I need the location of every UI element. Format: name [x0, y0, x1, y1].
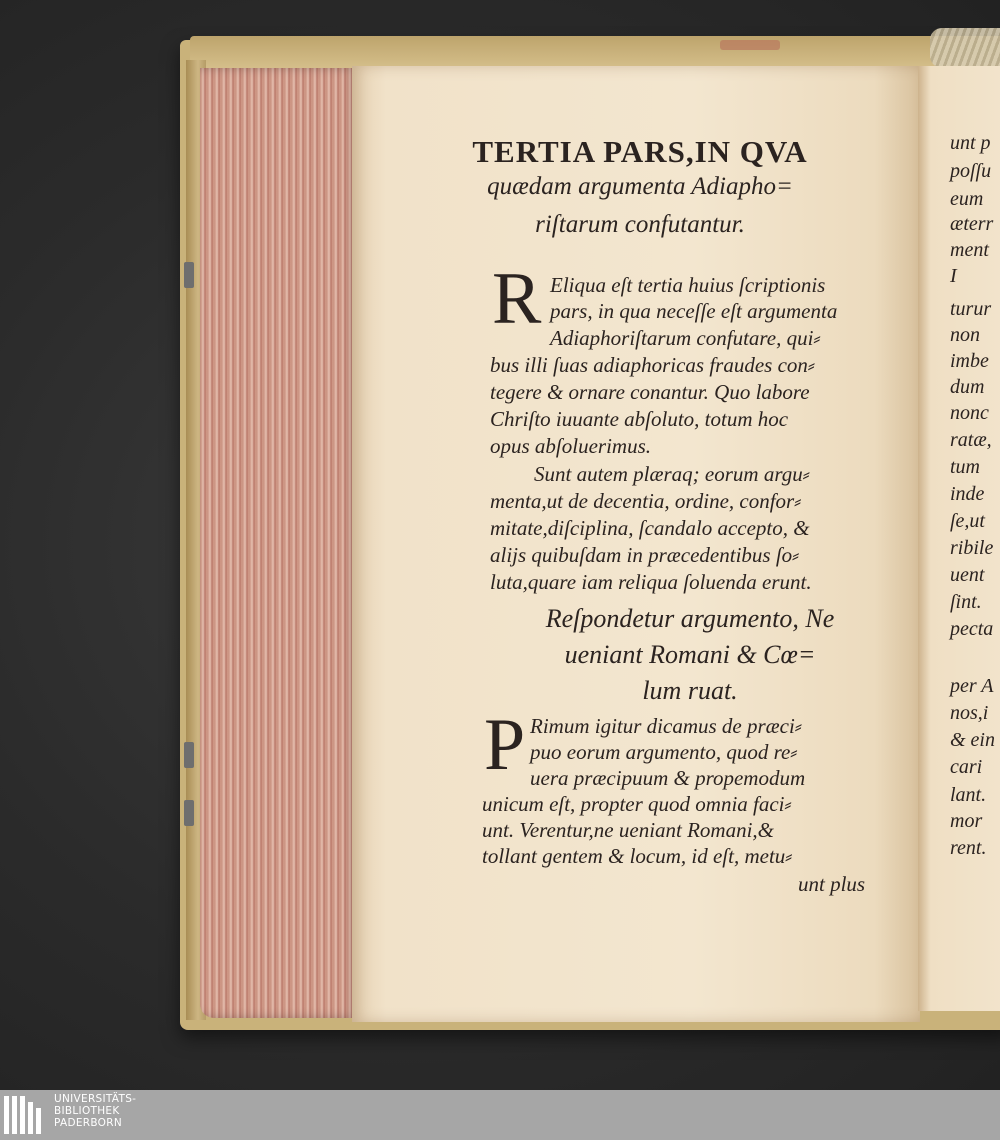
facing-text-line: ratæ, — [950, 429, 992, 451]
facing-text-line: æterr — [950, 213, 994, 235]
facing-text-line: imbe — [950, 350, 989, 372]
text-line: bus illi ſuas adiaphoricas fraudes con⸗ — [490, 353, 815, 377]
text-line: Sunt autem plæraq; eorum argu⸗ — [534, 462, 810, 486]
footer-bar — [0, 1090, 1000, 1140]
library-name-line: PADERBORN — [54, 1117, 122, 1129]
facing-text-line: turur — [950, 298, 992, 320]
text-line: tegere & ornare conantur. Quo labore — [490, 380, 810, 404]
facing-text-line: inde — [950, 483, 985, 505]
facing-text-line: per A — [950, 675, 994, 697]
binding-clip — [184, 742, 194, 768]
drop-cap: R — [492, 258, 542, 340]
text-line: tollant gentem & locum, id eſt, metu⸗ — [482, 844, 793, 868]
library-name-line: BIBLIOTHEK — [54, 1105, 120, 1117]
sub-heading-line-2: ueniant Romani & Cœ= — [564, 640, 816, 669]
binding-clip — [184, 800, 194, 826]
catchword: unt plus — [798, 872, 866, 896]
university-library-logo-icon — [4, 1096, 44, 1134]
facing-text-line: eum — [950, 188, 984, 210]
sub-heading-line-3: lum ruat. — [642, 676, 738, 705]
text-line: unicum eſt, propter quod omnia faci⸗ — [482, 792, 792, 816]
facing-text-line: uent — [950, 564, 985, 586]
facing-text-line: ſint. — [950, 591, 982, 613]
binding-string — [930, 28, 1000, 68]
section-title-line-2: quædam argumenta Adiapho= — [487, 173, 793, 200]
page-edges-stack — [200, 68, 358, 1018]
text-line: luta,quare iam reliqua ſoluenda erunt. — [490, 570, 812, 594]
facing-text-line: poſſu — [950, 160, 992, 182]
section-title: TERTIA PARS,IN QVA — [472, 134, 808, 169]
facing-text-line: unt p — [950, 132, 991, 154]
facing-text-line: ment — [950, 239, 989, 261]
facing-text-line: ſe,ut — [950, 510, 985, 532]
text-line: Adiaphoriſtarum confutare, qui⸗ — [550, 326, 821, 350]
facing-text-line: I — [950, 265, 957, 287]
facing-text-line: nonc — [950, 402, 989, 424]
section-title-line-3: riſtarum confutantur. — [535, 211, 745, 238]
library-name-line: UNIVERSITÄTS- — [54, 1093, 137, 1105]
text-line: pars, in qua neceſſe eſt argumenta — [550, 299, 838, 323]
facing-text-line: ribile — [950, 537, 994, 559]
text-line: uera præcipuum & propemodum — [530, 766, 806, 790]
text-line: Rimum igitur dicamus de præci⸗ — [530, 714, 802, 738]
drop-cap: P — [484, 704, 526, 786]
text-line: puo eorum argumento, quod re⸗ — [530, 740, 798, 764]
text-line: Eliqua eſt tertia huius ſcriptionis — [550, 273, 826, 297]
binding-clip — [184, 262, 194, 288]
book-cover-top-edge — [190, 36, 1000, 70]
text-line: Chriſto iuuante abſoluto, totum hoc — [490, 407, 789, 431]
facing-text-line: cari — [950, 756, 983, 778]
sub-heading: Reſpondetur argumento, Ne — [545, 604, 835, 633]
facing-text-line: & ein — [950, 729, 995, 751]
facing-text-line: non — [950, 324, 980, 346]
text-line: opus abſoluerimus. — [490, 434, 652, 458]
text-line: mitate,diſciplina, ſcandalo accepto, & — [490, 516, 810, 540]
facing-text-line: tum — [950, 456, 980, 478]
facing-text-line: dum — [950, 376, 985, 398]
text-line: menta,ut de decentia, ordine, confor⸗ — [490, 489, 802, 513]
text-line: alijs quibuſdam in præcedentibus ſo⸗ — [490, 543, 800, 567]
facing-text-line: lant. — [950, 784, 987, 806]
facing-text-line: rent. — [950, 837, 987, 859]
text-line: unt. Verentur,ne ueniant Romani,& — [482, 818, 775, 842]
facing-text-line: pecta — [950, 618, 994, 640]
library-name — [54, 1093, 136, 1129]
facing-text-line: mor — [950, 810, 983, 832]
facing-text-line: nos,i — [950, 702, 989, 724]
